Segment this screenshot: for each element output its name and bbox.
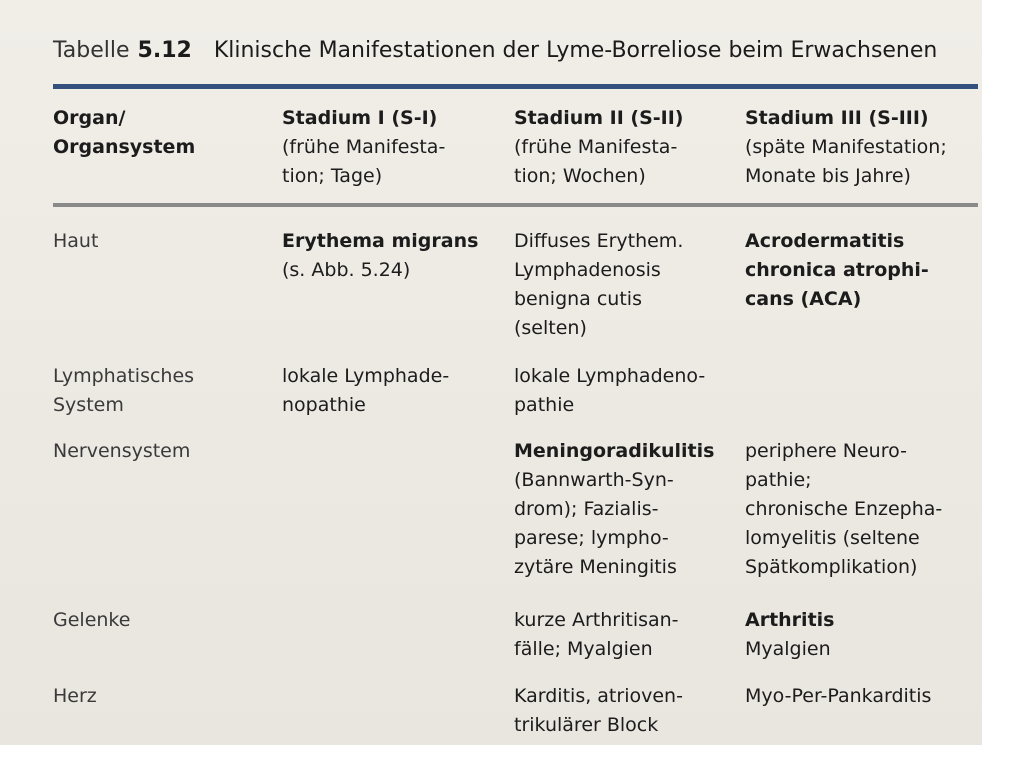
cell-line: Spätkomplikation): [745, 556, 918, 578]
cell-line-bold: Erythema migrans: [282, 230, 479, 252]
row-gelenke-stage3: [745, 606, 834, 664]
cell-line: periphere Neuro-: [745, 440, 907, 462]
organ-label: Nervensystem: [53, 440, 191, 462]
header-organ: [53, 104, 195, 162]
row-haut-stage1: [282, 227, 478, 285]
row-haut-stage3: [745, 227, 929, 314]
cell-line: trikulärer Block: [514, 714, 659, 736]
row-lymph-stage1: [282, 362, 449, 420]
organ-label: Herz: [53, 685, 97, 707]
header-organ-line: Organsystem: [53, 136, 196, 158]
cell-line: zytäre Meningitis: [514, 556, 677, 578]
header-stage3: [745, 104, 947, 191]
cell-line-bold: Acrodermatitis: [745, 230, 905, 252]
header-stage1-title: Stadium I (S-I): [282, 107, 438, 129]
cell-line: parese; lympho-: [514, 527, 669, 549]
cell-line: kurze Arthritisan-: [514, 609, 679, 631]
row-organ-lymphatisches-system: [53, 362, 194, 420]
caption-number: 5.12: [137, 38, 192, 63]
cell-line-bold: cans (ACA): [745, 288, 862, 310]
row-organ-nervensystem: [53, 437, 190, 466]
header-organ-line: Organ/: [53, 107, 126, 129]
header-stage2-line: (frühe Manifesta-: [514, 136, 678, 158]
header-stage3-line: (späte Manifestation;: [745, 136, 947, 158]
header-top-rule: [53, 84, 978, 89]
cell-line: lokale Lymphade-: [282, 365, 450, 387]
header-stage1-line: tion; Tage): [282, 165, 383, 187]
cell-line: drom); Fazialis-: [514, 498, 659, 520]
header-stage1: [282, 104, 445, 191]
organ-label: System: [53, 394, 124, 416]
organ-label: Lymphatisches: [53, 365, 195, 387]
cell-line: benigna cutis: [514, 288, 642, 310]
cell-line: pathie: [514, 394, 575, 416]
cell-line: nopathie: [282, 394, 366, 416]
cell-line: Diffuses Erythem.: [514, 230, 684, 252]
cell-line-bold: chronica atrophi-: [745, 259, 929, 281]
cell-line: Lymphadenosis: [514, 259, 661, 281]
header-stage2-line: tion; Wochen): [514, 165, 646, 187]
cell-line: lomyelitis (seltene: [745, 527, 920, 549]
row-nerv-stage2: [514, 437, 714, 582]
caption-title: Klinische Manifestationen der Lyme-Borreliose beim Erwachsenen: [213, 38, 938, 63]
row-herz-stage2: [514, 682, 683, 740]
row-organ-herz: [53, 682, 97, 711]
header-stage3-title: Stadium III (S-III): [745, 107, 929, 129]
cell-line: Myo-Per-Pankarditis: [745, 685, 932, 707]
cell-line: (selten): [514, 317, 587, 339]
row-gelenke-stage2: [514, 606, 679, 664]
header-stage1-line: (frühe Manifesta-: [282, 136, 446, 158]
cell-line: (Bannwarth-Syn-: [514, 469, 674, 491]
table-caption: [53, 38, 937, 63]
header-stage2-title: Stadium II (S-II): [514, 107, 684, 129]
row-haut-stage2: [514, 227, 683, 343]
header-stage3-line: Monate bis Jahre): [745, 165, 911, 187]
cell-line: (s. Abb. 5.24): [282, 259, 411, 281]
cell-line: chronische Enzepha-: [745, 498, 943, 520]
organ-label: Haut: [53, 230, 99, 252]
row-organ-haut: [53, 227, 98, 256]
organ-label: Gelenke: [53, 609, 131, 631]
cell-line: lokale Lymphadeno-: [514, 365, 706, 387]
cell-line-bold: Arthritis: [745, 609, 835, 631]
row-nerv-stage3: [745, 437, 942, 582]
row-lymph-stage2: [514, 362, 705, 420]
header-bottom-rule: [53, 203, 978, 207]
header-stage2: [514, 104, 683, 191]
cell-line: fälle; Myalgien: [514, 638, 653, 660]
cell-line: pathie;: [745, 469, 812, 491]
row-herz-stage3: [745, 682, 931, 711]
cell-line: Myalgien: [745, 638, 831, 660]
cell-line-bold: Meningoradikulitis: [514, 440, 715, 462]
row-organ-gelenke: [53, 606, 130, 635]
caption-prefix: Tabelle: [53, 38, 130, 63]
cell-line: Karditis, atrioven-: [514, 685, 683, 707]
